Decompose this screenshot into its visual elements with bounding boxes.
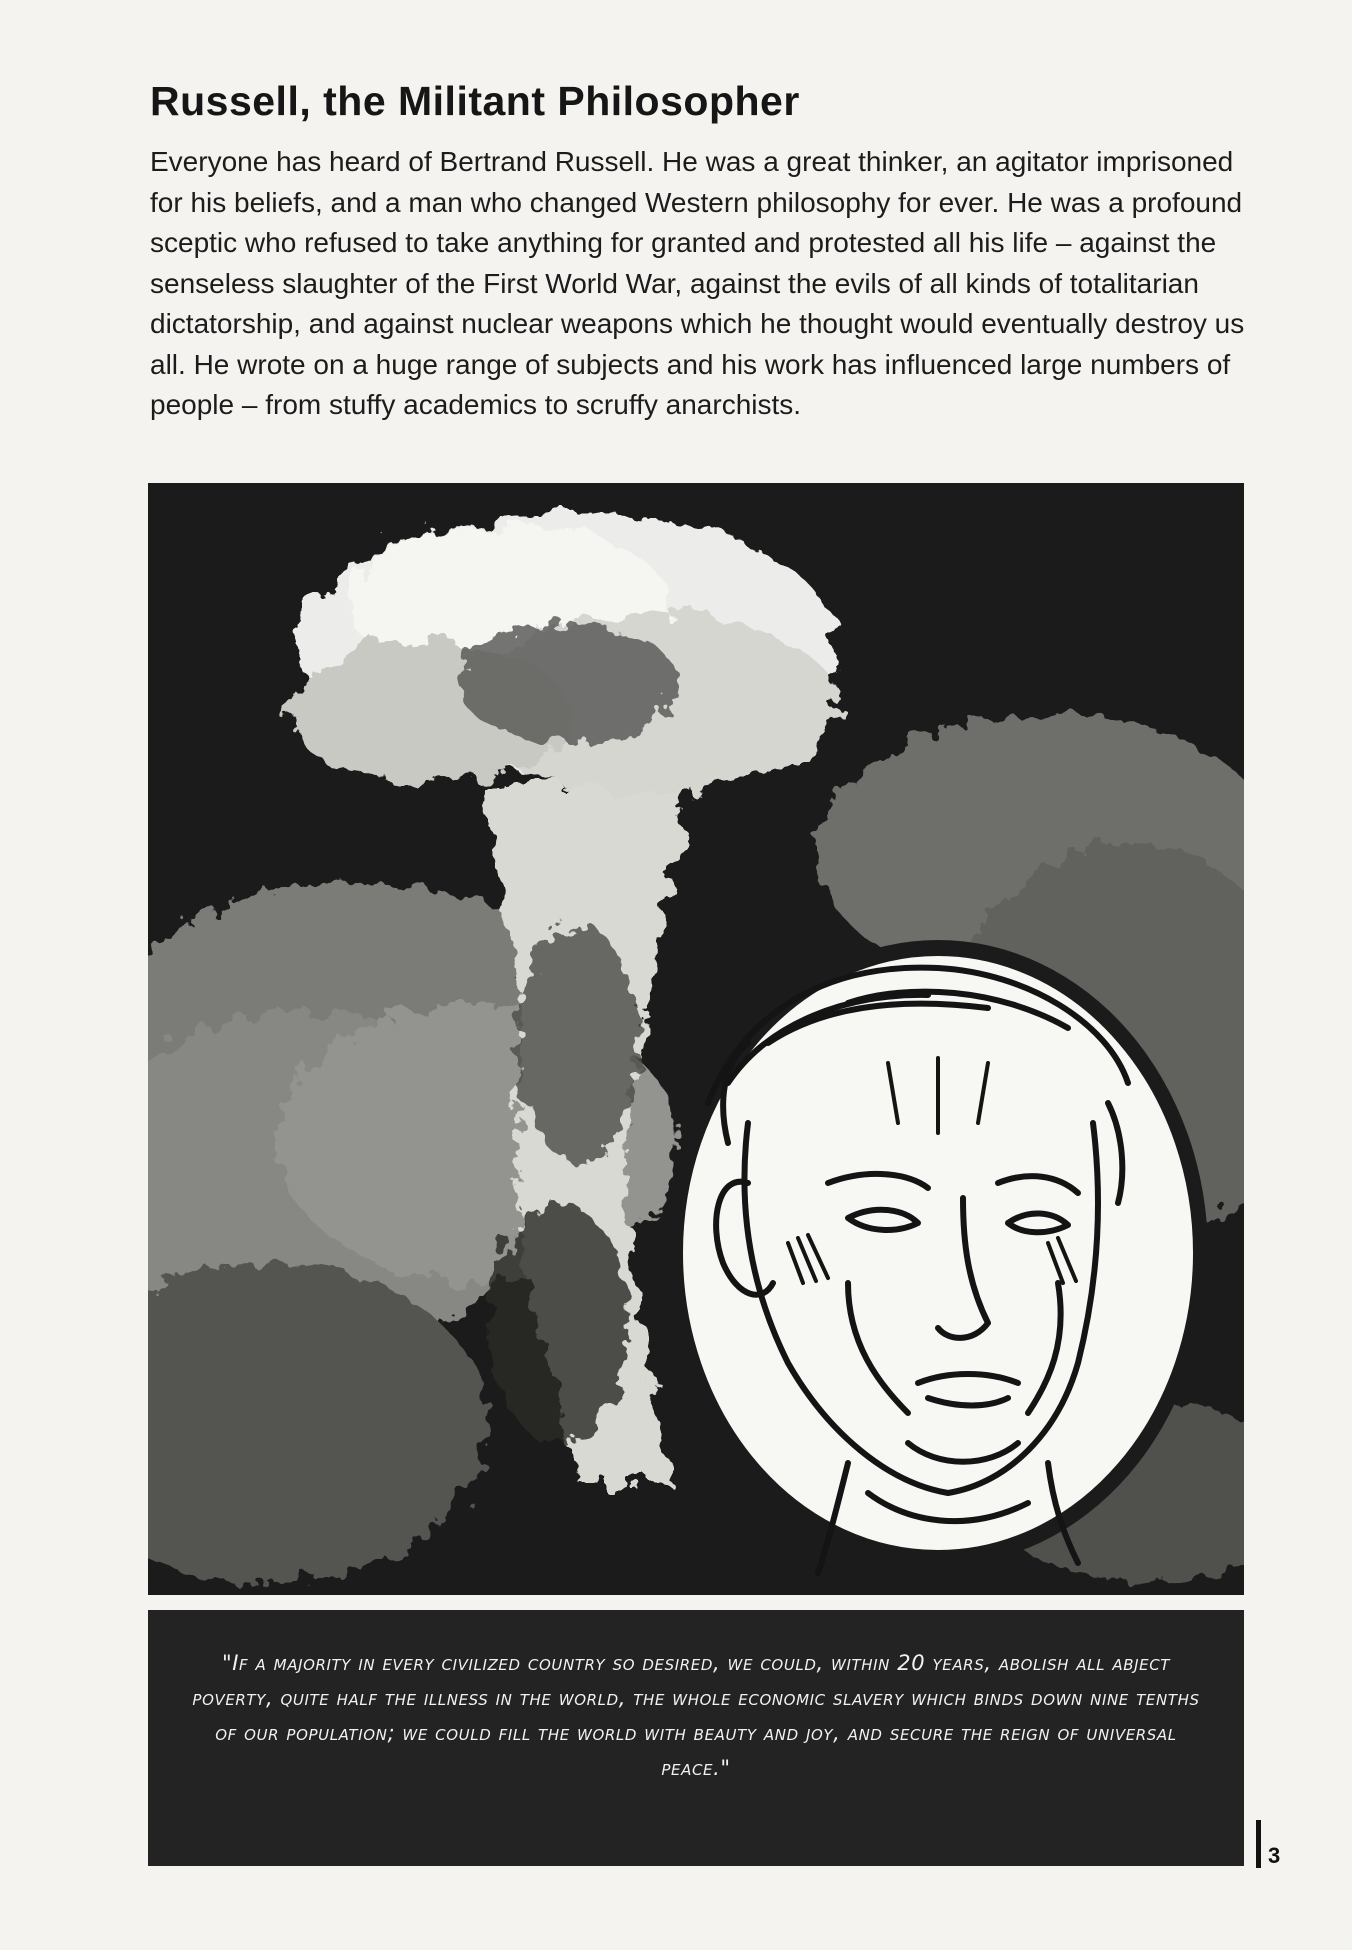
illustration-panel bbox=[148, 483, 1244, 1595]
page-number: 3 bbox=[1268, 1843, 1281, 1868]
quote-box bbox=[148, 1610, 1244, 1866]
intro-paragraph: Everyone has heard of Bertrand Russell. He was a great thinker, an agitator imprisoned for his beliefs, and a man who changed Western philosophy for ever. He was a profound sceptic who refused to take anything for granted and protested all his life – against the senseless slaughter of the First World War, against the evils of all kinds of totalitarian dictatorship, and against nuclear weapons which he thought would eventually destroy us all. He wrote on a huge range of subjects and his work has influenced large numbers of people – from stuffy academics to scruffy anarchists. bbox=[150, 146, 1245, 420]
page-number-rule bbox=[1256, 1820, 1261, 1868]
russell-quote: "If a majority in every civilized country so desired, we could, within 20 years, abolish all abject poverty, quite half the illness in the world, the whole economic slavery which binds down nine tenths of our population; we could fill the world with beauty and joy, and secure the reign of universal peace." bbox=[192, 1651, 1200, 1780]
page-title: Russell, the Militant Philosopher bbox=[150, 78, 800, 124]
